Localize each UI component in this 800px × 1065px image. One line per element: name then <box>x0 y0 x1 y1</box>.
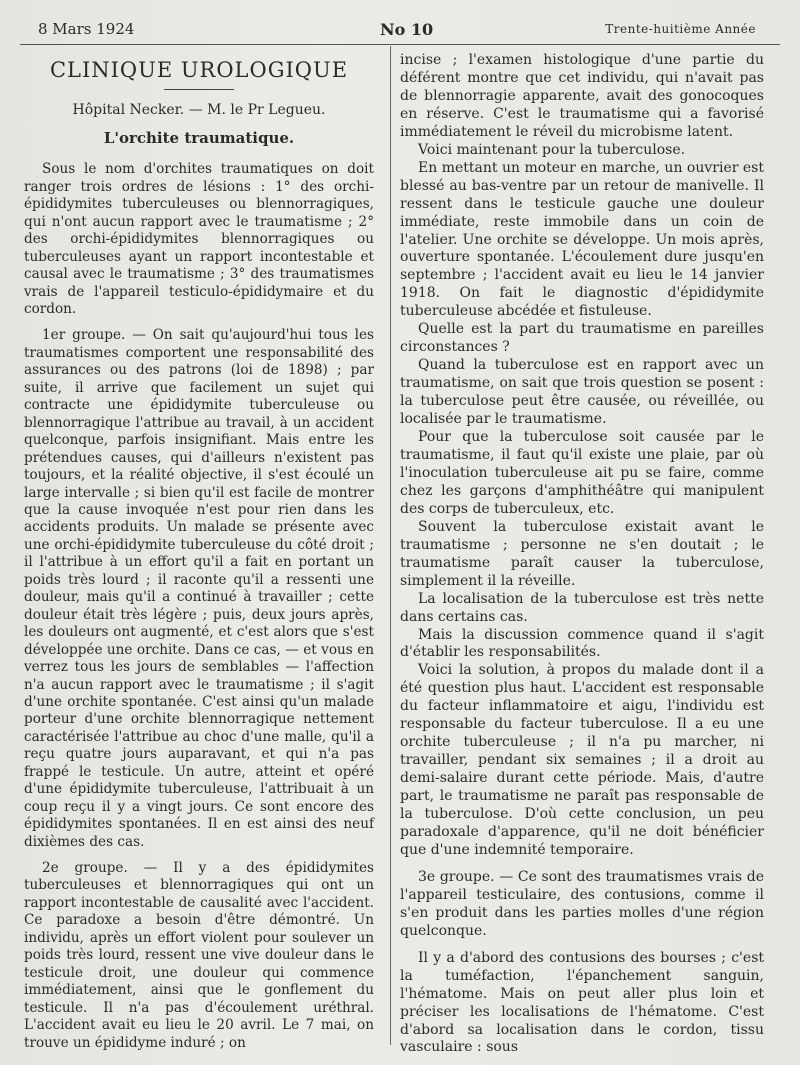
right-paragraph: Mais la discussion commence quand il s'agit d'établir les responsabilités. <box>400 626 764 661</box>
right-paragraph: Pour que la tuberculose soit causée par le traumatisme, il faut qu'il existe une plaie, par où l'inoculation tuberculeuse ait pu se faire, comme chez les garçons d'amphithéâtre qui manipulent des corps de tuberculeux, etc. <box>400 429 764 517</box>
article-title: CLINIQUE UROLOGIQUE <box>49 58 349 82</box>
right-paragraph: incise ; l'examen histologique d'une partie du déférent montre que cet individu, qui n'avait pas de blennorragie apparente, avait des gonocoques en réserve. C'est le traumatisme qui a favorisé immédiatement le réveil du microbisme latent. <box>400 52 764 140</box>
right-paragraph: Quand la tuberculose est en rapport avec un traumatisme, on sait que trois question se posent : la tuberculose peut être causée, ou réveillée, ou localisée par le traumatisme. <box>400 357 764 428</box>
header-rule <box>20 44 780 45</box>
right-paragraph: Voici la solution, à propos du malade dont il a été question plus haut. L'accident est responsable du facteur inflammatoire et aigu, l'individu est responsable du facteur tuberculose. Il a eu une orchite tuberculeuse ; il n'a pu marcher, ni travailler, pendant six semaines ; il a droit au demi-salaire durant cette période. Mais, d'autre part, le traumatisme ne paraît pas responsable de la tuberculose. D'où cette conclusion, un peu paradoxale d'apparence, qu'il ne doit bénéficier que d'une indemnité temporaire. <box>400 662 764 858</box>
left-paragraph: 1er groupe. — On sait qu'aujourd'hui tous les traumatismes comportent une responsabilité des assurances ou des patrons (loi de 1898) ; par suite, il arrive que facilement un sujet qui contracte une épididymite tuberculeuse ou blennorragique l'attribue au travail, à un accident quelconque, parfois insignifiant. Mais entre les prétendues causes, qui d'ailleurs n'existent pas toujours, et la réalité objective, il s'est écoulé un large intervalle ; si bien qu'il est facile de montrer que la cause invoquée n'est pour rien dans les accidents produits. Un malade se présente avec une orchi-épididymite tuberculeuse du côté droit ; il l'attribue à un effort qu'il a fait en portant un poids très lourd ; il raconte qu'il a ressenti une douleur, mais qu'il a continué à travailler ; cette douleur était très légère ; puis, deux jours après, les douleurs ont augmenté, et c'est alors que s'est développée une orchite. Dans ce cas, — et vous en verrez tous les jours de semblables — l'affection n'a aucun rapport avec le traumatisme ; il s'agit d'une orchite spontanée. C'est ainsi qu'un malade porteur d'une orchite blennorragique nettement caractérisée l'attribue au choc d'une malle, qu'il a reçu quatre jours auparavant, et qui n'a pas frappé le testicule. Un autre, atteint et opéré d'une épididymite tuberculeuse, l'attribuait à un coup reçu il y a vingt jours. Ce sont encore des épididymites spontanées. Il en est ainsi des neuf dixièmes des cas. <box>24 327 374 850</box>
header-year: Trente-huitième Année <box>605 22 756 36</box>
page-header <box>0 14 800 38</box>
header-issue-number: No 10 <box>380 20 434 39</box>
right-paragraph: Voici maintenant pour la tuberculose. <box>418 141 686 158</box>
right-paragraph: Quelle est la part du traumatisme en pareilles circonstances ? <box>400 321 764 356</box>
article-hospital-line: Hôpital Necker. — M. le Pr Legueu. <box>72 102 326 119</box>
right-paragraph: La localisation de la tuberculose est très nette dans certains cas. <box>400 590 764 625</box>
left-column <box>24 60 374 1052</box>
right-column <box>400 52 764 1057</box>
column-divider <box>390 46 391 1045</box>
left-paragraph: Sous le nom d'orchites traumatiques on doit ranger trois ordres de lésions : 1° des orchi-épididymites tuberculeuses ou blennorragiques, qui n'ont aucun rapport avec le traumatisme ; 2° des orchi-épididymites blennorragiques ou tuberculeuses ayant un rapport incontestable et causal avec le traumatisme ; 3° des traumatismes vrais de l'appareil testiculo-épididymaire et du cordon. <box>24 161 374 317</box>
right-paragraph: En mettant un moteur en marche, un ouvrier est blessé au bas-ventre par un retour de manivelle. Il ressent dans le testicule gauche une douleur immédiate, reste immobile dans un coin de l'atelier. Une orchite se développe. Un mois après, ouverture spontanée. L'écoulement dure jusqu'en septembre ; l'accident avait eu lieu le 14 janvier 1918. On fait le diagnostic d'épididymite tuberculeuse abcédée et fistuleuse. <box>400 159 764 320</box>
right-paragraph: 3e groupe. — Ce sont des traumatismes vrais de l'appareil testiculaire, des contusions, comme il s'en produit dans les parties molles d'une région quelconque. <box>400 868 764 939</box>
article-subtitle: L'orchite traumatique. <box>103 128 295 147</box>
right-paragraph: Souvent la tuberculose existait avant le traumatisme ; personne ne s'en doutait ; le traumatisme paraît causer la tuberculose, simplement il la réveille. <box>400 518 764 589</box>
right-paragraph: Il y a d'abord des contusions des bourses ; c'est la tuméfaction, l'épanchement sanguin, l'hématome. Mais on peut aller plus loin et préciser les localisations de l'hématome. C'est d'abord sa localisation dans le cordon, tissu vasculaire : sous <box>400 949 764 1056</box>
title-rule <box>164 89 234 90</box>
header-date: 8 Mars 1924 <box>38 20 135 38</box>
left-paragraph: 2e groupe. — Il y a des épididymites tuberculeuses et blennorragiques qui ont un rapport incontestable de causalité avec l'accident. Ce paradoxe a besoin d'être démontré. Un individu, après un effort violent pour soulever un poids très lourd, ressent une vive douleur dans le testicule droit, une douleur qui commence immédiatement, ainsi que le gonflement du testicule. Il n'a pas d'écoulement uréthral. L'accident avait eu lieu le 20 avril. Le 7 mai, on trouve un épididyme induré ; on <box>24 860 374 1051</box>
